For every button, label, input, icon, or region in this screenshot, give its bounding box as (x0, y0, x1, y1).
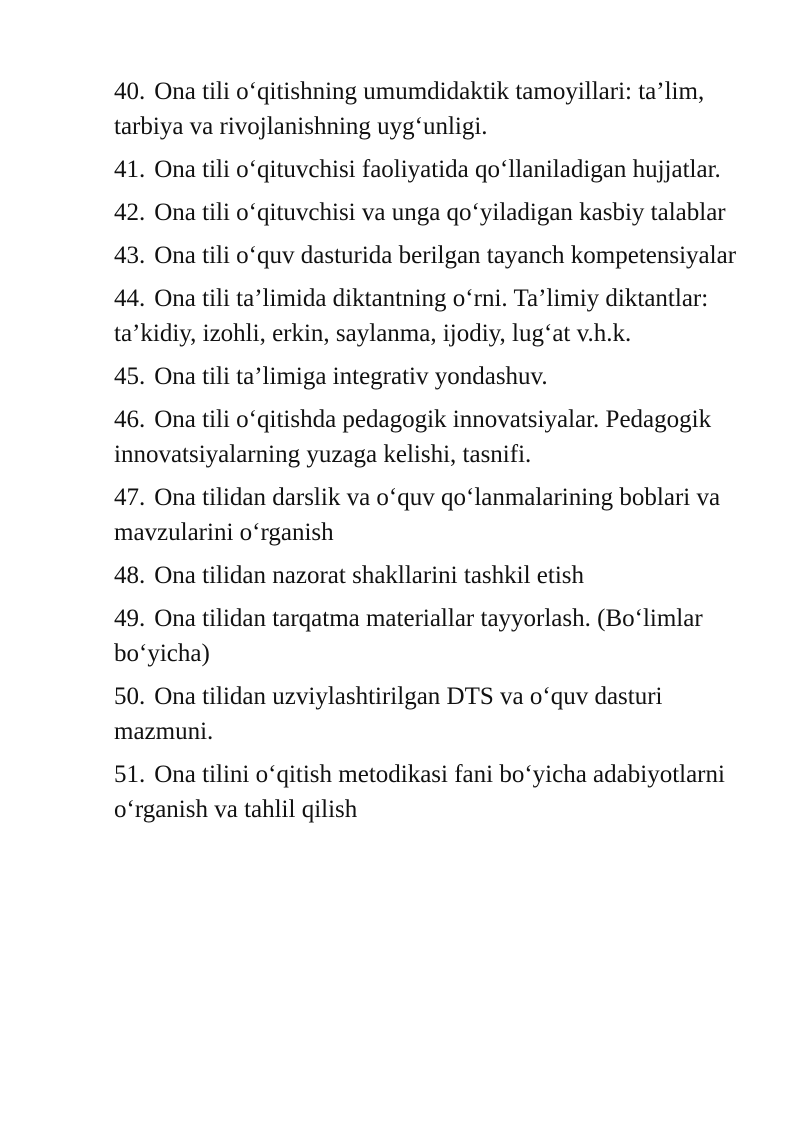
item-text: Ona tili ta’limida diktantning o‘rni. Ta’limiy diktantlar: ta’kidiy, izohli, erkin, saylanma, ijodiy, lug‘at v.h.k. (114, 285, 709, 347)
item-text: Ona tili o‘qituvchisi faoliyatida qo‘llaniladigan hujjatlar. (154, 156, 721, 183)
list-item (114, 480, 754, 550)
item-number: 41. (114, 156, 146, 183)
list-item (114, 402, 754, 472)
list-item (114, 281, 754, 351)
item-number: 43. (114, 242, 146, 269)
list-item (114, 679, 754, 749)
item-number: 44. (114, 285, 146, 312)
item-number: 45. (114, 363, 146, 390)
item-text: Ona tilini o‘qitish metodikasi fani bo‘yicha adabiyotlarni o‘rganish va tahlil qilish (114, 761, 725, 823)
item-number: 48. (114, 562, 146, 589)
item-text: Ona tilidan uzviylashtirilgan DTS va o‘quv dasturi mazmuni. (114, 683, 663, 745)
item-text: Ona tili o‘qitishning umumdidaktik tamoyillari: ta’lim, tarbiya va rivojlanishning uyg‘unligi. (114, 78, 705, 140)
item-text: Ona tili o‘quv dasturida berilgan tayanch kompetensiyalar (154, 242, 737, 269)
item-text: Ona tilidan nazorat shakllarini tashkil etish (154, 562, 584, 589)
list-item (114, 74, 754, 144)
item-text: Ona tili ta’limiga integrativ yondashuv. (154, 363, 548, 390)
list-item (114, 238, 754, 273)
item-text: Ona tilidan tarqatma materiallar tayyorlash. (Bo‘limlar bo‘yicha) (114, 605, 703, 667)
item-number: 46. (114, 406, 146, 433)
item-number: 50. (114, 683, 146, 710)
list-item (114, 757, 754, 827)
list-item (114, 195, 754, 230)
item-text: Ona tilidan darslik va o‘quv qo‘lanmalarining boblari va mavzularini o‘rganish (114, 484, 721, 546)
item-number: 49. (114, 605, 146, 632)
item-text: Ona tili o‘qitishda pedagogik innovatsiyalar. Pedagogik innovatsiyalarning yuzaga kelishi, tasnifi. (114, 406, 712, 468)
item-text: Ona tili o‘qituvchisi va unga qo‘yiladigan kasbiy talablar (154, 199, 726, 226)
item-number: 51. (114, 761, 146, 788)
list-item (114, 558, 754, 593)
item-number: 40. (114, 78, 146, 105)
list-item (114, 601, 754, 671)
list-item (114, 359, 754, 394)
list-item (114, 152, 754, 187)
topic-list (114, 74, 754, 835)
item-number: 47. (114, 484, 146, 511)
item-number: 42. (114, 199, 146, 226)
